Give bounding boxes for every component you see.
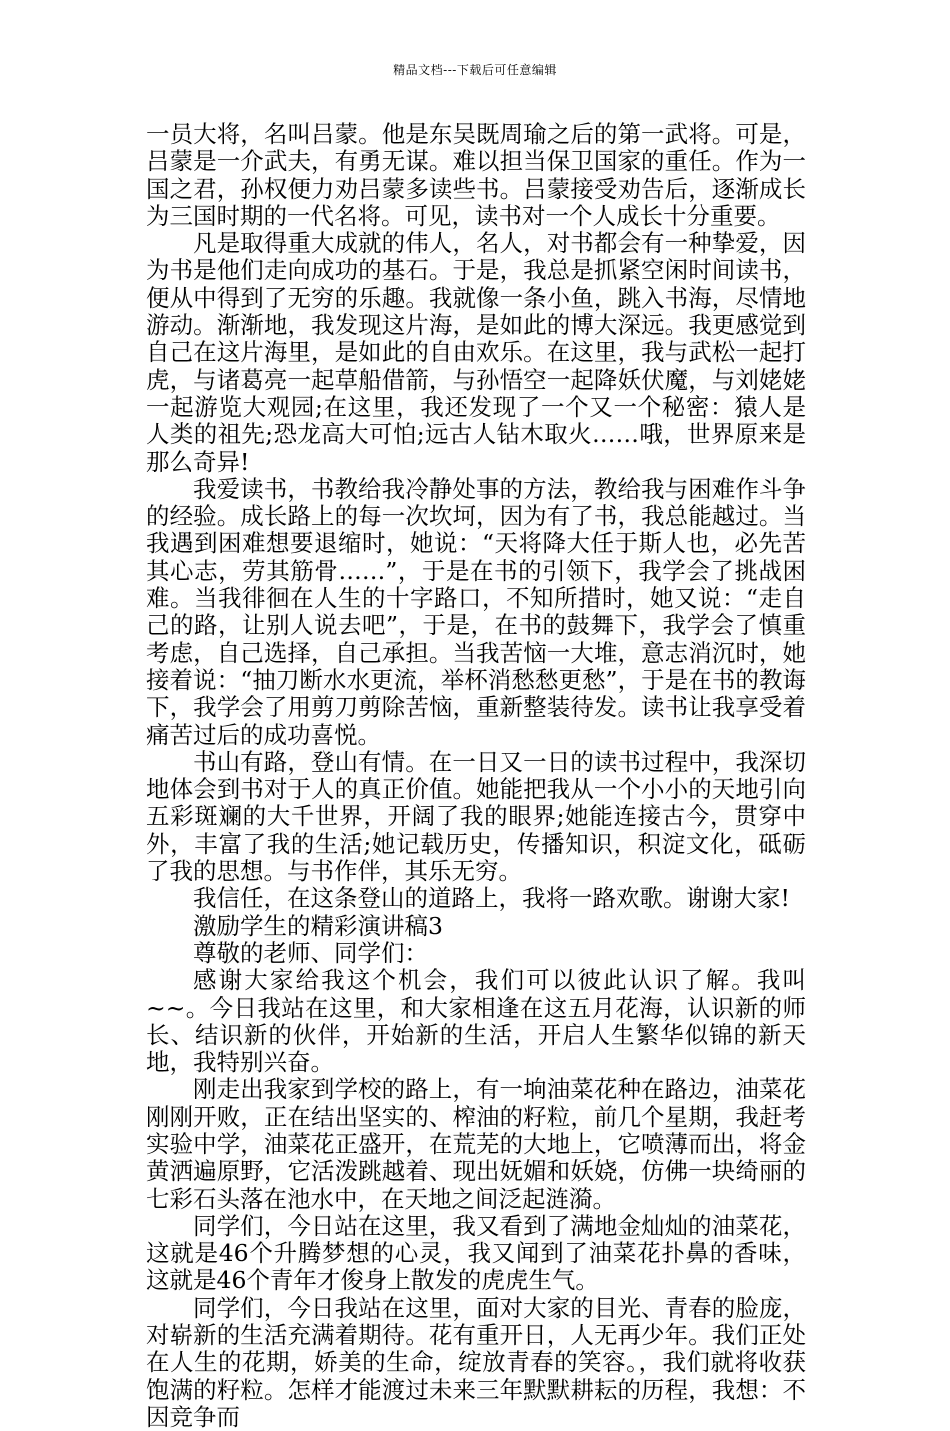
paragraph-8: 感谢大家给我这个机会，我们可以彼此认识了解。我叫~~。今日我站在这里，和大家相逢在这五月花海，认识新的师长、结识新的伙伴，开始新的生活，开启人生繁华似锦的新天地，我特别兴奋。 xyxy=(146,966,806,1077)
page-header: 精品文档---下载后可任意编辑 xyxy=(393,63,557,77)
paragraph-9: 刚走出我家到学校的路上，有一垧油菜花种在路边，油菜花刚刚开败，正在结出坚实的、榨油的籽粒，前几个星期，我赶考实验中学，油菜花正盛开，在荒芜的大地上，它喷薄而出，将金黄洒遍原野，它活泼跳越着、现出妩媚和妖娆，仿佛一块绮丽的七彩石头落在池水中，在天地之间泛起涟漪。 xyxy=(146,1075,806,1213)
paragraph-1: 一员大将，名叫吕蒙。他是东吴既周瑜之后的第一武将。可是，吕蒙是一介武夫，有勇无谋。难以担当保卫国家的重任。作为一国之君，孙权便力劝吕蒙多读些书。吕蒙接受劝告后，逐渐成长为三国时期的一代名将。可见，读书对一个人成长十分重要。 xyxy=(146,120,806,230)
speech-title: 激励学生的精彩演讲稿3 xyxy=(193,911,443,940)
paragraph-4: 书山有路，登山有情。在一日又一日的读书过程中，我深切地体会到书对于人的真正价值。她能把我从一个小小的天地引向五彩斑斓的大千世界，开阔了我的眼界;她能连接古今，贯穿中外，丰富了我的生活;她记载历史，传播知识，积淀文化，砥砺了我的思想。与书作伴，其乐无穷。 xyxy=(146,747,806,886)
paragraph-11: 同学们，今日我站在这里，面对大家的目光、青春的脸庞，对崭新的生活充满着期待。花有重开日，人无再少年。我们正处在人生的花期，娇美的生命，绽放青春的笑容。，我们就将收获饱满的籽粒。怎样才能渡过未来三年默默耕耘的历程，我想：不因竞争而 xyxy=(146,1293,806,1431)
document-body xyxy=(146,121,806,1431)
paragraph-5: 我信任，在这条登山的道路上，我将一路欢歌。谢谢大家! xyxy=(193,884,790,913)
paragraph-3: 我爱读书，书教给我冷静处事的方法，教给我与困难作斗争的经验。成长路上的每一次坎坷，因为有了书，我总能越过。当我遇到困难想要退缩时，她说：“天将降大任于斯人也，必先苦其心志，劳其筋骨……”，于是在书的引领下，我学会了挑战困难。当我徘徊在人生的十字路口，不知所措时，她又说：“走自己的路，让别人说去吧”，于是，在书的鼓舞下，我学会了慎重考虑，自己选择，自己承担。当我苦恼一大堆，意志消沉时，她接着说：“抽刀断水水更流，举杯消愁愁更愁”，于是在书的教诲下，我学会了用剪刀剪除苦恼，重新整装待发。读书让我享受着痛苦过后的成功喜悦。 xyxy=(146,474,806,749)
paragraph-10: 同学们，今日站在这里，我又看到了满地金灿灿的油菜花，这就是46个升腾梦想的心灵，我又闻到了油菜花扑鼻的香味，这就是46个青年才俊身上散发的虎虎生气。 xyxy=(146,1211,806,1295)
salutation: 尊敬的老师、同学们： xyxy=(193,938,428,967)
paragraph-2: 凡是取得重大成就的伟人，名人，对书都会有一种挚爱，因为书是他们走向成功的基石。于是，我总是抓紧空闲时间读书，便从中得到了无穷的乐趣。我就像一条小鱼，跳入书海，尽情地游动。渐渐地，我发现这片海，是如此的博大深远。我更感觉到自己在这片海里，是如此的自由欢乐。在这里，我与武松一起打虎，与诸葛亮一起草船借箭，与孙悟空一起降妖伏魔，与刘姥姥一起游览大观园;在这里，我还发现了一个又一个秘密：猿人是人类的祖先;恐龙高大可怕;远古人钻木取火……哦，世界原来是那么奇异! xyxy=(146,229,806,476)
